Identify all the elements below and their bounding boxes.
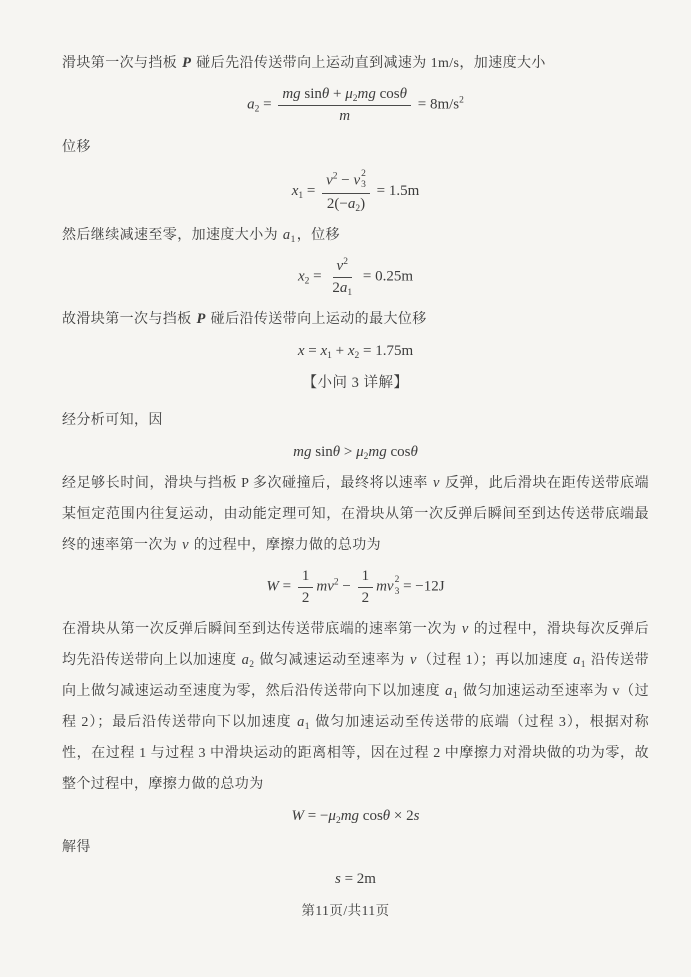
math-token: = <box>304 342 321 359</box>
math-token: = − <box>304 807 329 824</box>
superscript: 2 <box>361 168 366 179</box>
math-token: θ <box>382 807 391 824</box>
inline-math <box>573 652 586 668</box>
math-token: mg <box>293 443 312 460</box>
document-content <box>62 48 649 889</box>
subscript: 1 <box>347 287 353 298</box>
fraction <box>278 85 411 126</box>
math-token: a <box>347 196 356 213</box>
math-token: μ <box>328 807 336 824</box>
math-token: cos <box>386 443 411 460</box>
numerator <box>358 567 374 588</box>
math-token: 2 <box>332 279 340 296</box>
math-token: > <box>340 443 357 460</box>
text-run: 反弹，此后滑块在距传送带底端某恒定范围内往复运动，由动能定理可知，在滑块从第一次反弹后瞬间至到达传送带底端最终的速率第一次为 <box>62 476 649 553</box>
fraction <box>298 567 314 608</box>
text-run: 滑块第一次与挡板 <box>62 56 182 71</box>
math-token: P <box>196 310 206 327</box>
math-token: x <box>320 342 328 359</box>
inline-math <box>197 311 206 327</box>
math-token: v <box>409 651 417 668</box>
text-run: 位移 <box>62 139 91 155</box>
text-run: 的过程中，摩擦力做的总功为 <box>189 538 382 553</box>
denominator <box>335 106 354 126</box>
math-token: v <box>433 475 440 491</box>
subscript: 1 <box>580 659 586 670</box>
inline-math <box>297 714 310 730</box>
inline-math <box>445 683 458 699</box>
math-token: cos <box>359 807 383 824</box>
para-rebound-intro <box>62 48 649 79</box>
math-token: W <box>291 807 304 824</box>
numerator <box>298 567 314 588</box>
fraction <box>328 257 356 298</box>
inline-math <box>283 227 296 243</box>
math-token: 2 <box>361 589 370 606</box>
text-run: 解得 <box>62 839 91 855</box>
math-token: v <box>461 620 469 637</box>
math-token: = 0.25m <box>359 268 414 285</box>
formula-a2 <box>62 85 649 126</box>
math-token: θ <box>410 443 418 460</box>
math-token: v <box>353 171 361 188</box>
math-token: θ <box>321 86 330 102</box>
math-token: − <box>337 171 354 188</box>
text-run: （过程 1）；再以加速度 <box>417 652 573 668</box>
inline-math <box>433 475 440 491</box>
math-token: a <box>573 651 581 668</box>
numerator <box>333 257 352 278</box>
math-token: W <box>266 578 279 595</box>
superscript: 2 <box>459 95 464 106</box>
subscript: 2 <box>304 276 310 287</box>
subscript: 2 <box>254 104 260 115</box>
math-token: x <box>347 342 355 359</box>
subscript: 3 <box>361 180 366 191</box>
math-token: s <box>335 870 341 887</box>
para-analysis <box>62 405 649 436</box>
math-token: + <box>329 86 346 102</box>
denominator <box>323 194 369 214</box>
subscript: 2 <box>352 94 358 104</box>
formula-inequality <box>62 442 649 462</box>
text-run: 的过程中，滑块每次反弹后均先沿传送带向上以加速度 <box>62 621 649 668</box>
denominator <box>298 588 314 608</box>
page-number: 第11页/共11页 <box>301 903 390 918</box>
math-token: mv <box>376 578 394 595</box>
math-token: x <box>291 182 299 199</box>
para-solve <box>62 832 649 863</box>
formula-work-expression <box>62 806 649 826</box>
text-run: 做匀加速运动至传送带的底端（过程 3），根据对称性，在过程 1 与过程 3 中滑块运动的距离相等，因在过程 2 中摩擦力对滑块做的功为零，故整个过程中，摩擦力做的总功为 <box>62 714 650 792</box>
inline-math <box>182 55 191 71</box>
denominator <box>328 278 356 298</box>
para-max-displacement <box>62 304 649 335</box>
subscript: 2 <box>363 451 369 462</box>
math-token: mg <box>282 86 301 102</box>
math-token: = 2m <box>340 870 376 887</box>
math-token: a <box>247 96 255 113</box>
heading-subquestion-3: 【小问 3 详解】 <box>302 374 409 391</box>
math-token: a <box>445 682 453 699</box>
math-token: − <box>338 578 355 595</box>
subscript: 1 <box>290 235 296 245</box>
math-token: 2 <box>301 589 310 606</box>
formula-x2 <box>62 257 649 298</box>
math-token: x <box>297 342 305 359</box>
subscript: 3 <box>394 587 400 598</box>
subscript: 2 <box>355 204 361 215</box>
math-token: sin <box>311 443 333 460</box>
inline-math <box>462 621 469 637</box>
text-run: 然后继续减速至零，加速度大小为 <box>62 228 282 243</box>
text-run: 做匀加速运动至速率为 v（过程 2）；最后沿传送带向下以加速度 <box>62 683 649 730</box>
math-token: 1 <box>301 568 310 584</box>
superscript: 2 <box>343 257 348 267</box>
math-token: = −12J <box>399 578 445 595</box>
formula-s <box>62 869 649 889</box>
para-process-description <box>62 614 649 800</box>
math-token: = 1.75m <box>359 342 414 359</box>
math-token: × 2 <box>390 807 414 824</box>
math-token: θ <box>399 86 408 102</box>
math-token: = 8m/s <box>414 96 460 113</box>
math-token: v <box>326 171 333 188</box>
subscript: 1 <box>452 690 458 701</box>
subscript: 1 <box>304 721 310 732</box>
math-token: a <box>241 651 250 668</box>
text-run: 故滑块第一次与挡板 <box>62 311 196 327</box>
math-token: mg <box>368 443 387 460</box>
superscript: 2 <box>332 170 338 181</box>
denominator <box>358 588 374 608</box>
math-token: mg <box>357 86 376 102</box>
text-run: 经分析可知，因 <box>62 412 163 428</box>
formula-friction-work <box>62 567 649 608</box>
math-token: x <box>297 268 305 285</box>
math-token: a <box>297 713 305 730</box>
subscript: 2 <box>335 815 341 826</box>
fraction <box>322 169 370 215</box>
math-token: μ <box>356 443 364 460</box>
math-token: 1 <box>361 568 370 584</box>
text-run: 做匀减速运动至速率为 <box>255 652 409 668</box>
para-long-time <box>62 468 649 561</box>
math-token: P <box>182 55 192 71</box>
math-token: = <box>278 578 295 595</box>
formula-x-total <box>62 341 649 361</box>
subscript: 2 <box>354 350 360 361</box>
math-token: v <box>182 537 189 553</box>
subscript: 1 <box>298 190 304 201</box>
text-run: 经足够长时间，滑块与挡板 P 多次碰撞后，最终将以速率 <box>62 476 433 491</box>
page-footer <box>0 899 691 919</box>
numerator <box>322 169 370 195</box>
inline-math <box>410 652 417 668</box>
subscript: 1 <box>327 350 332 361</box>
math-token: v <box>336 258 344 274</box>
fraction <box>358 567 374 608</box>
para-displacement-1 <box>62 132 649 163</box>
math-token: θ <box>332 443 341 460</box>
numerator <box>278 85 411 106</box>
math-token: sin <box>300 86 322 102</box>
math-token: = <box>309 268 326 285</box>
math-token: 2(− <box>326 196 348 213</box>
inline-math <box>182 537 189 553</box>
subscript: 2 <box>249 659 255 670</box>
math-token: mg <box>340 807 360 824</box>
text-run: ，位移 <box>296 228 340 243</box>
math-token: μ <box>345 86 353 102</box>
superscript: 2 <box>333 577 339 588</box>
math-token: a <box>282 227 291 243</box>
math-token: ) <box>360 196 366 213</box>
math-token: + <box>331 342 348 359</box>
math-token: a <box>339 279 348 296</box>
math-token: m <box>339 107 351 124</box>
formula-x1 <box>62 169 649 215</box>
math-token: = <box>303 182 320 199</box>
text-run: 在滑块从第一次反弹后瞬间至到达传送带底端的速率第一次为 <box>62 621 461 637</box>
inline-math <box>242 652 255 668</box>
text-run: 碰后沿传送带向上运动的最大位移 <box>206 311 427 327</box>
math-token: s <box>413 807 420 824</box>
para-decelerate-zero <box>62 220 649 251</box>
text-run: 碰后先沿传送带向上运动直到减速为 1m/s，加速度大小 <box>192 56 546 71</box>
math-token: = <box>259 96 276 113</box>
math-token: cos <box>375 86 400 102</box>
sub-sup <box>361 169 366 193</box>
math-token: mv <box>316 578 334 595</box>
text-run: 沿传送带向上做匀减速运动至速度为零，然后沿传送带向下以加速度 <box>62 652 649 699</box>
math-token: = 1.5m <box>372 182 420 199</box>
superscript: 2 <box>394 575 400 586</box>
